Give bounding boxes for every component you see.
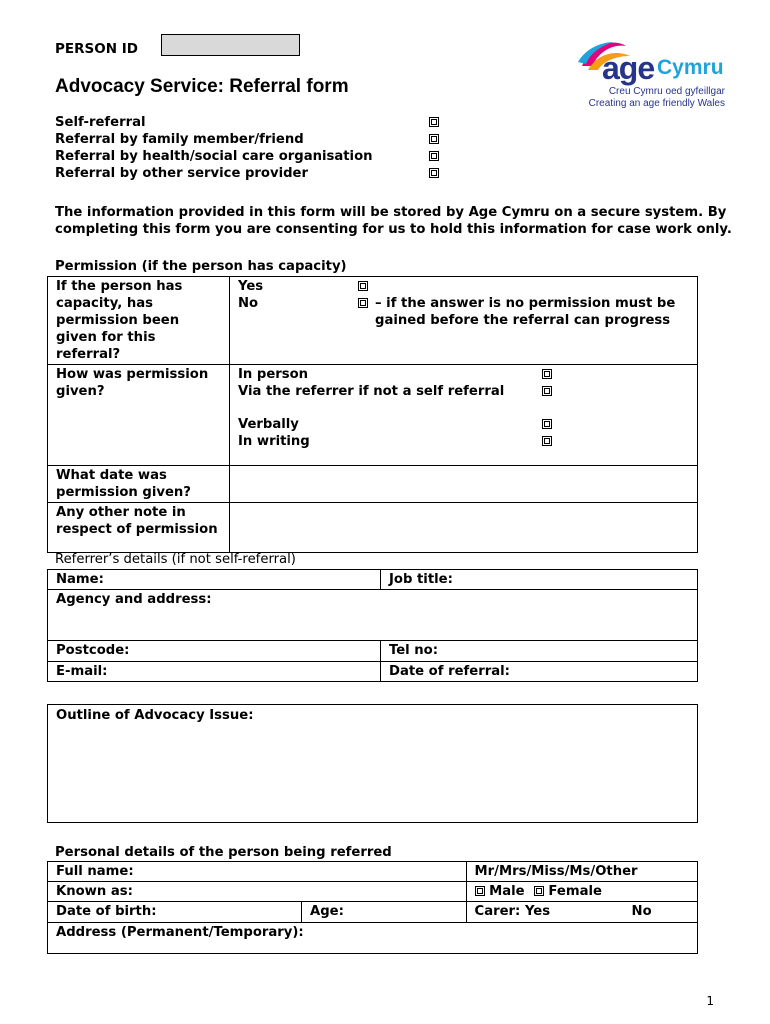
note-answer-field[interactable] (230, 503, 698, 553)
option-no (238, 295, 689, 328)
referrer-postcode-label: Postcode: (56, 643, 130, 658)
capacity-question: If the person has capacity, has permission been given for this referral? (48, 277, 230, 365)
referral-type-list (55, 114, 445, 182)
known-as-label: Known as: (56, 884, 133, 899)
full-name-field[interactable] (48, 862, 467, 882)
checkbox[interactable] (542, 386, 552, 396)
referrer-caption: Referrer’s details (if not self-referral) (55, 552, 296, 567)
gender-field (466, 882, 697, 902)
checkbox[interactable] (429, 168, 439, 178)
referrer-name-field[interactable] (48, 570, 381, 590)
referrer-tel-label: Tel no: (389, 643, 439, 658)
how-option-label: Via the referrer if not a self referral (238, 384, 505, 399)
personal-details-table (47, 861, 698, 954)
checkbox-female[interactable] (534, 886, 544, 896)
how-option (238, 383, 689, 400)
referral-type-option (55, 114, 445, 131)
checkbox[interactable] (429, 151, 439, 161)
option-yes (238, 278, 689, 295)
referral-type-label: Referral by health/social care organisation (55, 149, 373, 164)
checkbox[interactable] (429, 117, 439, 127)
person-id-field[interactable] (161, 34, 300, 56)
male-label: Male (489, 884, 525, 899)
permission-caption: Permission (if the person has capacity) (55, 259, 347, 274)
carer-label: Carer: (474, 904, 521, 919)
option-no-label: No (238, 296, 259, 311)
logo-tagline-english: Creating an age friendly Wales (588, 98, 725, 109)
referral-date-label: Date of referral: (389, 664, 510, 679)
title-field[interactable] (466, 862, 697, 882)
referrer-tel-field[interactable] (381, 641, 698, 662)
age-cymru-logo (572, 36, 727, 111)
how-option-label: In writing (238, 434, 310, 449)
referrer-agency-field[interactable] (48, 590, 698, 641)
no-permission-note (375, 295, 695, 329)
age-label: Age: (310, 904, 344, 919)
age-field[interactable] (302, 902, 467, 923)
option-yes-label: Yes (238, 279, 264, 294)
checkbox[interactable] (542, 419, 552, 429)
logo-word-age: age (602, 50, 655, 86)
known-as-field[interactable] (48, 882, 467, 902)
referral-type-label: Self-referral (55, 115, 146, 130)
checkbox[interactable] (429, 134, 439, 144)
carer-no-label[interactable]: No (631, 904, 652, 919)
referral-type-label: Referral by other service provider (55, 166, 308, 181)
how-question: How was permission given? (48, 365, 230, 466)
referral-type-option (55, 131, 445, 148)
page-title: Advocacy Service: Referral form (55, 76, 349, 97)
date-answer-field[interactable] (230, 466, 698, 503)
no-permission-note-text: – if the answer is no permission must be gained before the referral can progress (375, 296, 676, 328)
referrer-job-title-label: Job title: (389, 572, 453, 587)
title-options-label: Mr/Mrs/Miss/Ms/Other (474, 864, 638, 879)
referrer-email-field[interactable] (48, 662, 381, 682)
address-label: Address (Permanent/Temporary): (56, 925, 304, 940)
checkbox[interactable] (542, 369, 552, 379)
carer-yes-label[interactable]: Yes (524, 904, 551, 919)
referrer-name-label: Name: (56, 572, 104, 587)
page-number: 1 (706, 994, 714, 1008)
how-option (238, 416, 689, 433)
how-option-label: Verbally (238, 417, 299, 432)
female-label: Female (548, 884, 602, 899)
how-option (238, 366, 689, 383)
capacity-answer-cell (230, 277, 698, 365)
date-question: What date was permission given? (48, 466, 230, 503)
referral-date-field[interactable] (381, 662, 698, 682)
permission-table (47, 276, 698, 553)
logo-word-cymru: Cymru (657, 56, 724, 79)
how-option-label: In person (238, 367, 309, 382)
advocacy-issue-field[interactable] (47, 704, 698, 823)
checkbox[interactable] (358, 281, 368, 291)
referrer-email-label: E-mail: (56, 664, 108, 679)
checkbox-male[interactable] (475, 886, 485, 896)
how-option (238, 433, 689, 450)
referral-type-option (55, 148, 445, 165)
referrer-postcode-field[interactable] (48, 641, 381, 662)
personal-caption: Personal details of the person being referred (55, 845, 392, 860)
logo-tagline-welsh: Creu Cymru oed gyfeillgar (608, 86, 725, 97)
carer-field (466, 902, 697, 923)
how-answer-cell (230, 365, 698, 466)
address-field[interactable] (48, 923, 698, 954)
advocacy-issue-label: Outline of Advocacy Issue: (56, 708, 254, 723)
referral-type-label: Referral by family member/friend (55, 132, 304, 147)
referrer-table (47, 569, 698, 682)
checkbox[interactable] (542, 436, 552, 446)
checkbox[interactable] (358, 298, 368, 308)
dob-label: Date of birth: (56, 904, 157, 919)
note-question: Any other note in respect of permission (48, 503, 230, 553)
dob-field[interactable] (48, 902, 302, 923)
person-id-label: PERSON ID (55, 41, 138, 57)
referrer-job-title-field[interactable] (381, 570, 698, 590)
referrer-agency-label: Agency and address: (56, 592, 212, 607)
consent-statement: The information provided in this form will be stored by Age Cymru on a secure system. By completing this form you are consenting for us to hold this information for case work only. (55, 205, 732, 237)
full-name-label: Full name: (56, 864, 134, 879)
referral-type-option (55, 165, 445, 182)
